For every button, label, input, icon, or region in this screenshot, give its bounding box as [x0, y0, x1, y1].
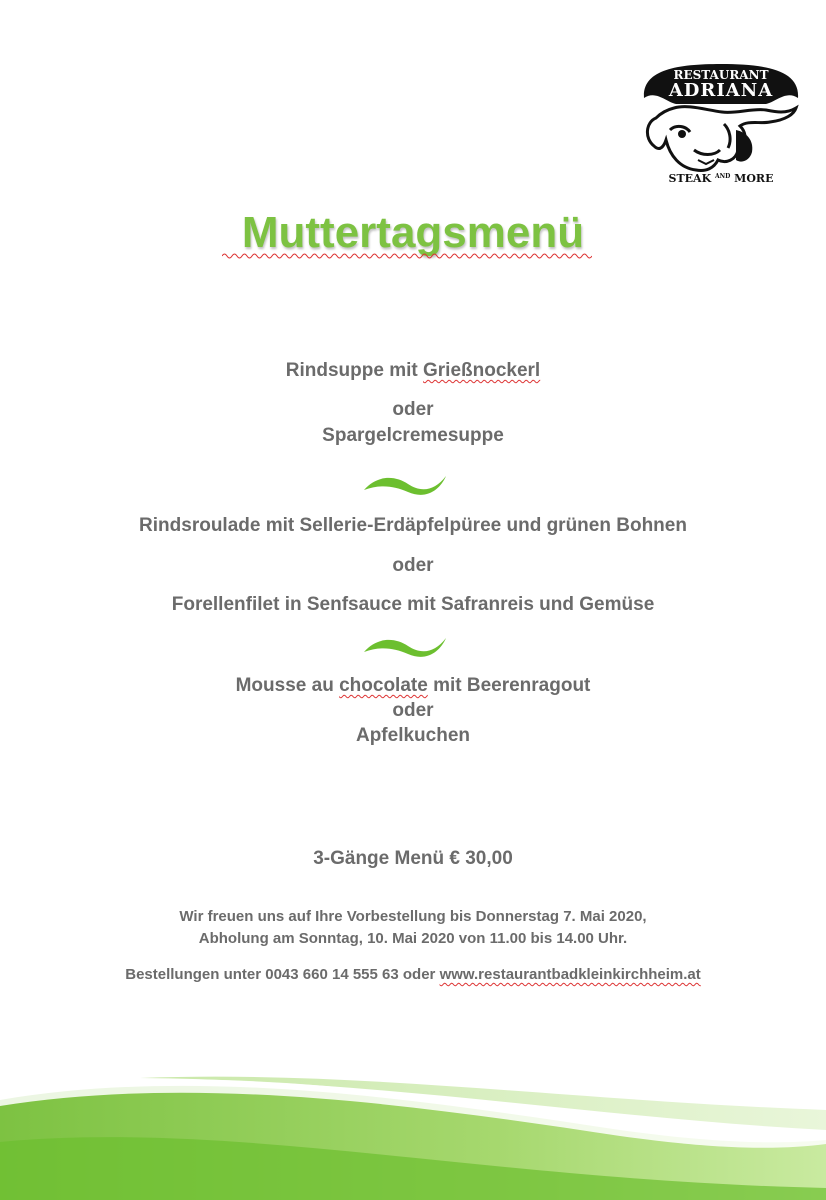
title-spellcheck-underline: [222, 252, 592, 260]
dessert-option-2: Apfelkuchen: [355, 725, 471, 746]
tilde-divider-icon: [360, 630, 450, 660]
starter-or: oder: [392, 399, 434, 420]
tilde-divider-icon: [360, 468, 450, 498]
starter-option-1: [0, 360, 826, 382]
starter-option-1-marked-word: Grießnockerl: [423, 360, 541, 381]
main-option-2: Forellenfilet in Senfsauce mit Safranreis und Gemüse: [171, 594, 655, 615]
order-deadline-text: Wir freuen uns auf Ihre Vorbestellung bis Donnerstag 7. Mai 2020,: [179, 908, 647, 925]
logo-line-adriana: ADRIANA: [668, 80, 774, 101]
contact-phone-text: Bestellungen unter 0043 660 14 555 63 oder: [125, 966, 440, 983]
logo-tagline-and: AND: [714, 173, 731, 180]
contact-text: [0, 966, 826, 983]
footer-wave-decoration: [0, 1070, 826, 1200]
dessert-option-1-pre: Mousse au: [235, 675, 340, 696]
logo-tagline: [636, 172, 806, 185]
logo-line-restaurant: RESTAURANT: [673, 68, 769, 82]
pickup-text: Abholung am Sonntag, 10. Mai 2020 von 11.00 bis 14.00 Uhr.: [198, 930, 628, 947]
website-link[interactable]: www.restaurantbadkleinkirchheim.at: [439, 966, 701, 983]
logo-tagline-more: MORE: [734, 172, 774, 185]
dessert-option-1-marked-word: chocolate: [339, 675, 428, 696]
starter-option-2: Spargelcremesuppe: [322, 425, 504, 446]
dessert-option-1-post: mit Beerenragout: [427, 675, 591, 696]
page-title: Muttertagsmenü: [241, 208, 585, 257]
menu-price: 3-Gänge Menü € 30,00: [313, 848, 513, 869]
dessert-option-1: [0, 675, 826, 697]
dessert-or: oder: [392, 700, 434, 721]
restaurant-logo: [636, 60, 806, 190]
logo-tagline-steak: STEAK: [668, 172, 712, 185]
main-or: oder: [392, 555, 434, 576]
starter-option-1-text: Rindsuppe mit: [285, 360, 423, 381]
main-option-1: Rindsroulade mit Sellerie-Erdäpfelpüree und grünen Bohnen: [139, 515, 687, 536]
bull-head-icon: [647, 107, 796, 171]
